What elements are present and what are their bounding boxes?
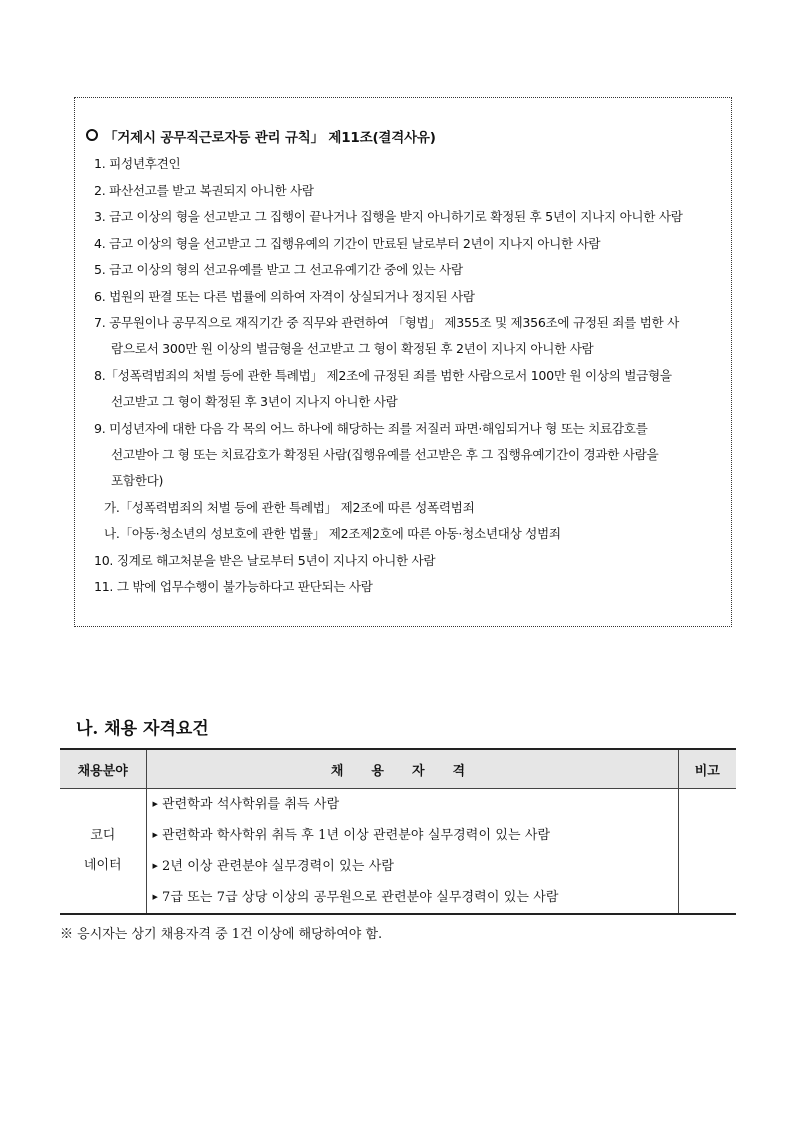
triangle-bullet-icon: ▶ (152, 893, 158, 901)
qualification-item: ▶ 2년 이상 관련분야 실무경력이 있는 사람 (152, 859, 395, 874)
rule-item-9-cont: 선고받아 그 형 또는 치료감호가 확정된 사람(집행유예를 선고받은 후 그 집행유예기간이 경과한 사람을 (111, 447, 659, 462)
rule-item-9-cont2: 포함한다) (111, 473, 164, 488)
rule-item-8: 8.「성폭력범죄의 처벌 등에 관한 특례법」 제2조에 규정된 죄를 범한 사람으로서 100만 원 이상의 벌금형을 (94, 368, 672, 383)
rule-item-8-cont: 선고받고 그 형이 확정된 후 3년이 지나지 아니한 사람 (111, 394, 398, 409)
qualification-cell (146, 789, 678, 915)
rule-item-4: 4. 금고 이상의 형을 선고받고 그 집행유예의 기간이 만료된 날로부터 2년이 지나지 아니한 사람 (94, 236, 601, 251)
rule-subitem-na: 나.「아동·청소년의 성보호에 관한 법률」 제2조제2호에 따른 아동·청소년대상 성범죄 (104, 526, 561, 541)
rule-item-7: 7. 공무원이나 공무직으로 재직기간 중 직무와 관련하여 「형법」 제355조 및 제356조에 규정된 죄를 범한 사 (94, 315, 680, 330)
rule-item-11: 11. 그 밖에 업무수행이 불가능하다고 판단되는 사람 (94, 579, 373, 594)
header-field: 채용분야 (60, 749, 146, 789)
rule-item-3: 3. 금고 이상의 형을 선고받고 그 집행이 끝나거나 집행을 받지 아니하기로 확정된 후 5년이 지나지 아니한 사람 (94, 209, 683, 224)
qualification-item: ▶ 관련학과 학사학위 취득 후 1년 이상 관련분야 실무경력이 있는 사람 (152, 828, 551, 843)
rule-item-7-cont: 람으로서 300만 원 이상의 벌금형을 선고받고 그 형이 확정된 후 2년이 지나지 아니한 사람 (111, 341, 594, 356)
triangle-bullet-icon: ▶ (152, 862, 158, 870)
rule-item-2: 2. 파산선고를 받고 복권되지 아니한 사람 (94, 183, 314, 198)
rule-item-1: 1. 피성년후견인 (94, 156, 181, 171)
rule-item-5: 5. 금고 이상의 형의 선고유예를 받고 그 선고유예기간 중에 있는 사람 (94, 262, 463, 277)
table-row (60, 789, 736, 915)
field-cell: 코디 네이터 (60, 789, 146, 915)
triangle-bullet-icon: ▶ (152, 831, 158, 839)
header-qualification: 채용자격 (146, 749, 678, 789)
section-title: 나. 채용 자격요건 (76, 719, 209, 739)
applicant-note: ※ 응시자는 상기 채용자격 중 1건 이상에 해당하여야 함. (60, 927, 383, 942)
rule-item-9: 9. 미성년자에 대한 다음 각 목의 어느 하나에 해당하는 죄를 저질러 파면·해임되거나 형 또는 치료감호를 (94, 421, 648, 436)
circle-bullet-icon (86, 129, 98, 141)
qualification-item: ▶ 7급 또는 7급 상당 이상의 공무원으로 관련분야 실무경력이 있는 사람 (152, 890, 559, 905)
rule-item-6: 6. 법원의 판결 또는 다른 법률에 의하여 자격이 상실되거나 정지된 사람 (94, 289, 475, 304)
rule-subitem-ga: 가.「성폭력범죄의 처벌 등에 관한 특례법」 제2조에 따른 성폭력범죄 (104, 500, 475, 515)
rules-box-title: 「거제시 공무직근로자등 관리 규칙」 제11조(결격사유) (86, 126, 436, 146)
remarks-cell (678, 789, 736, 915)
qualification-item: ▶ 관련학과 석사학위를 취득 사람 (152, 797, 340, 812)
header-remarks: 비고 (678, 749, 736, 789)
triangle-bullet-icon: ▶ (152, 800, 158, 808)
rule-item-10: 10. 징계로 해고처분을 받은 날로부터 5년이 지나지 아니한 사람 (94, 553, 436, 568)
qualification-table (60, 748, 736, 915)
